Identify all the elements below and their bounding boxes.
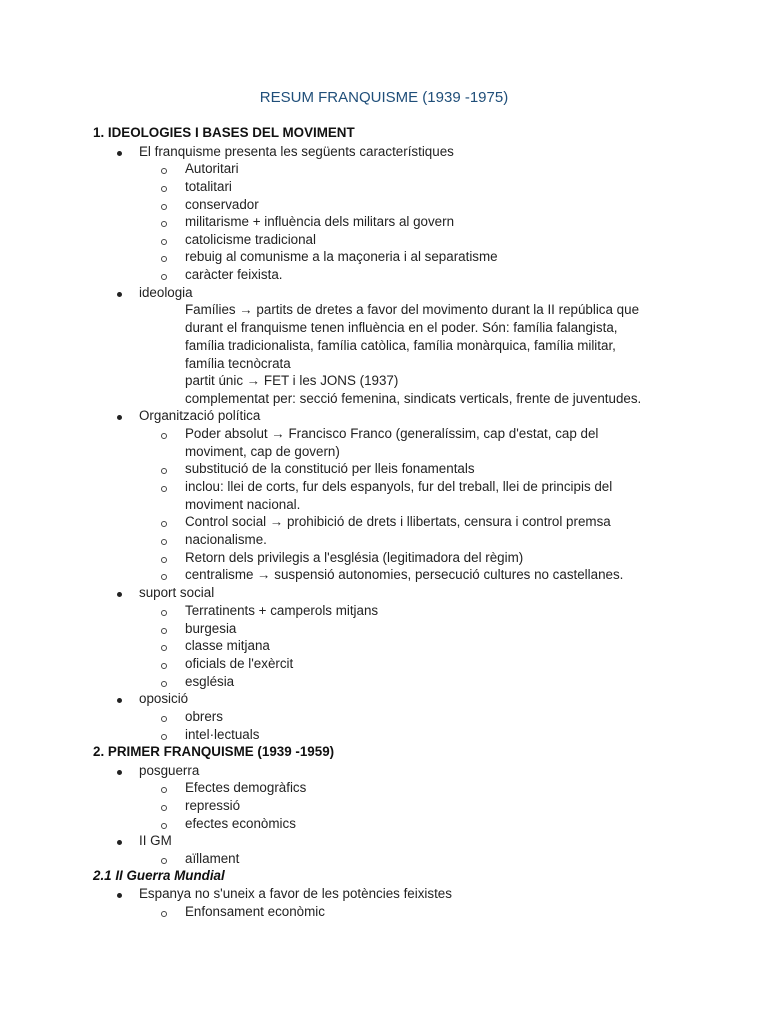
list-subitem: rebuig al comunisme a la maçoneria i al separatisme	[185, 249, 498, 264]
circle-bullet-icon	[161, 274, 167, 280]
bullet-icon	[117, 840, 122, 845]
list-item: Espanya no s'uneix a favor de les potències feixistes	[139, 886, 452, 901]
bullet-icon	[117, 592, 122, 597]
list-subitem: substitució de la constitució per lleis fonamentals	[185, 461, 475, 476]
list-subitem: aïllament	[185, 851, 240, 866]
list-item: Organització política	[139, 408, 261, 423]
circle-bullet-icon	[161, 663, 167, 669]
list-item: oposició	[139, 691, 189, 706]
list-subitem: Poder absolut → Francisco Franco (generalíssim, cap d'estat, cap del	[185, 426, 599, 441]
paragraph-line: complementat per: secció femenina, sindicats verticals, frente de juventudes.	[185, 391, 642, 406]
list-subitem: totalitari	[185, 179, 232, 194]
circle-bullet-icon	[161, 823, 167, 829]
list-subitem-continuation: moviment, cap de govern)	[185, 444, 340, 459]
circle-bullet-icon	[161, 256, 167, 262]
circle-bullet-icon	[161, 204, 167, 210]
list-subitem: conservador	[185, 197, 259, 212]
circle-bullet-icon	[161, 239, 167, 245]
list-item: El franquisme presenta les següents característiques	[139, 144, 454, 159]
list-subitem: repressió	[185, 798, 241, 813]
paragraph-line: família tecnòcrata	[185, 356, 291, 371]
list-subitem: Autoritari	[185, 161, 239, 176]
list-subitem: classe mitjana	[185, 638, 270, 653]
list-subitem: església	[185, 674, 235, 689]
list-subitem: militarisme + influència dels militars al govern	[185, 214, 455, 229]
list-subitem: Enfonsament econòmic	[185, 904, 325, 919]
circle-bullet-icon	[161, 716, 167, 722]
paragraph-line: família tradicionalista, família catòlica, família monàrquica, família militar,	[185, 338, 616, 353]
circle-bullet-icon	[161, 805, 167, 811]
list-subitem: oficials de l'exèrcit	[185, 656, 294, 671]
circle-bullet-icon	[161, 186, 167, 192]
list-subitem: Efectes demogràfics	[185, 780, 307, 795]
bullet-icon	[117, 698, 122, 703]
circle-bullet-icon	[161, 645, 167, 651]
circle-bullet-icon	[161, 610, 167, 616]
section-heading-guerra-mundial: 2.1 II Guerra Mundial	[93, 868, 225, 883]
list-subitem: intel·lectuals	[185, 727, 260, 742]
list-item: II GM	[139, 833, 172, 848]
list-subitem: Retorn dels privilegis a l'església (legitimadora del règim)	[185, 550, 524, 565]
list-item: suport social	[139, 585, 215, 600]
list-subitem: efectes econòmics	[185, 816, 296, 831]
circle-bullet-icon	[161, 557, 167, 563]
paragraph-line: Famílies → partits de dretes a favor del movimento durant la II república que	[185, 302, 640, 317]
bullet-icon	[117, 292, 122, 297]
circle-bullet-icon	[161, 521, 167, 527]
section-heading-ideologies: 1. IDEOLOGIES I BASES DEL MOVIMENT	[93, 125, 355, 140]
circle-bullet-icon	[161, 433, 167, 439]
section-heading-primer-franquisme: 2. PRIMER FRANQUISME (1939 -1959)	[93, 744, 335, 759]
document-title: RESUM FRANQUISME (1939 -1975)	[259, 89, 509, 106]
paragraph-line: durant el franquisme tenen influència en el poder. Són: família falangista,	[185, 320, 618, 335]
circle-bullet-icon	[161, 911, 167, 917]
list-subitem: burgesia	[185, 621, 237, 636]
circle-bullet-icon	[161, 221, 167, 227]
list-subitem: catolicisme tradicional	[185, 232, 316, 247]
list-subitem: Control social → prohibició de drets i llibertats, censura i control premsa	[185, 514, 611, 529]
circle-bullet-icon	[161, 628, 167, 634]
list-subitem: centralisme → suspensió autonomies, persecució cultures no castellanes.	[185, 567, 624, 582]
list-subitem: obrers	[185, 709, 223, 724]
list-item: ideologia	[139, 285, 193, 300]
circle-bullet-icon	[161, 486, 167, 492]
circle-bullet-icon	[161, 468, 167, 474]
circle-bullet-icon	[161, 858, 167, 864]
bullet-icon	[117, 893, 122, 898]
circle-bullet-icon	[161, 539, 167, 545]
circle-bullet-icon	[161, 734, 167, 740]
circle-bullet-icon	[161, 681, 167, 687]
circle-bullet-icon	[161, 787, 167, 793]
circle-bullet-icon	[161, 574, 167, 580]
list-subitem: caràcter feixista.	[185, 267, 283, 282]
list-subitem: inclou: llei de corts, fur dels espanyols, fur del treball, llei de principis del	[185, 479, 613, 494]
circle-bullet-icon	[161, 168, 167, 174]
list-item: posguerra	[139, 763, 200, 778]
list-subitem: Terratinents + camperols mitjans	[185, 603, 379, 618]
paragraph-line: partit únic → FET i les JONS (1937)	[185, 373, 399, 388]
bullet-icon	[117, 415, 122, 420]
bullet-icon	[117, 770, 122, 775]
list-subitem-continuation: moviment nacional.	[185, 497, 301, 512]
bullet-icon	[117, 151, 122, 156]
list-subitem: nacionalisme.	[185, 532, 267, 547]
